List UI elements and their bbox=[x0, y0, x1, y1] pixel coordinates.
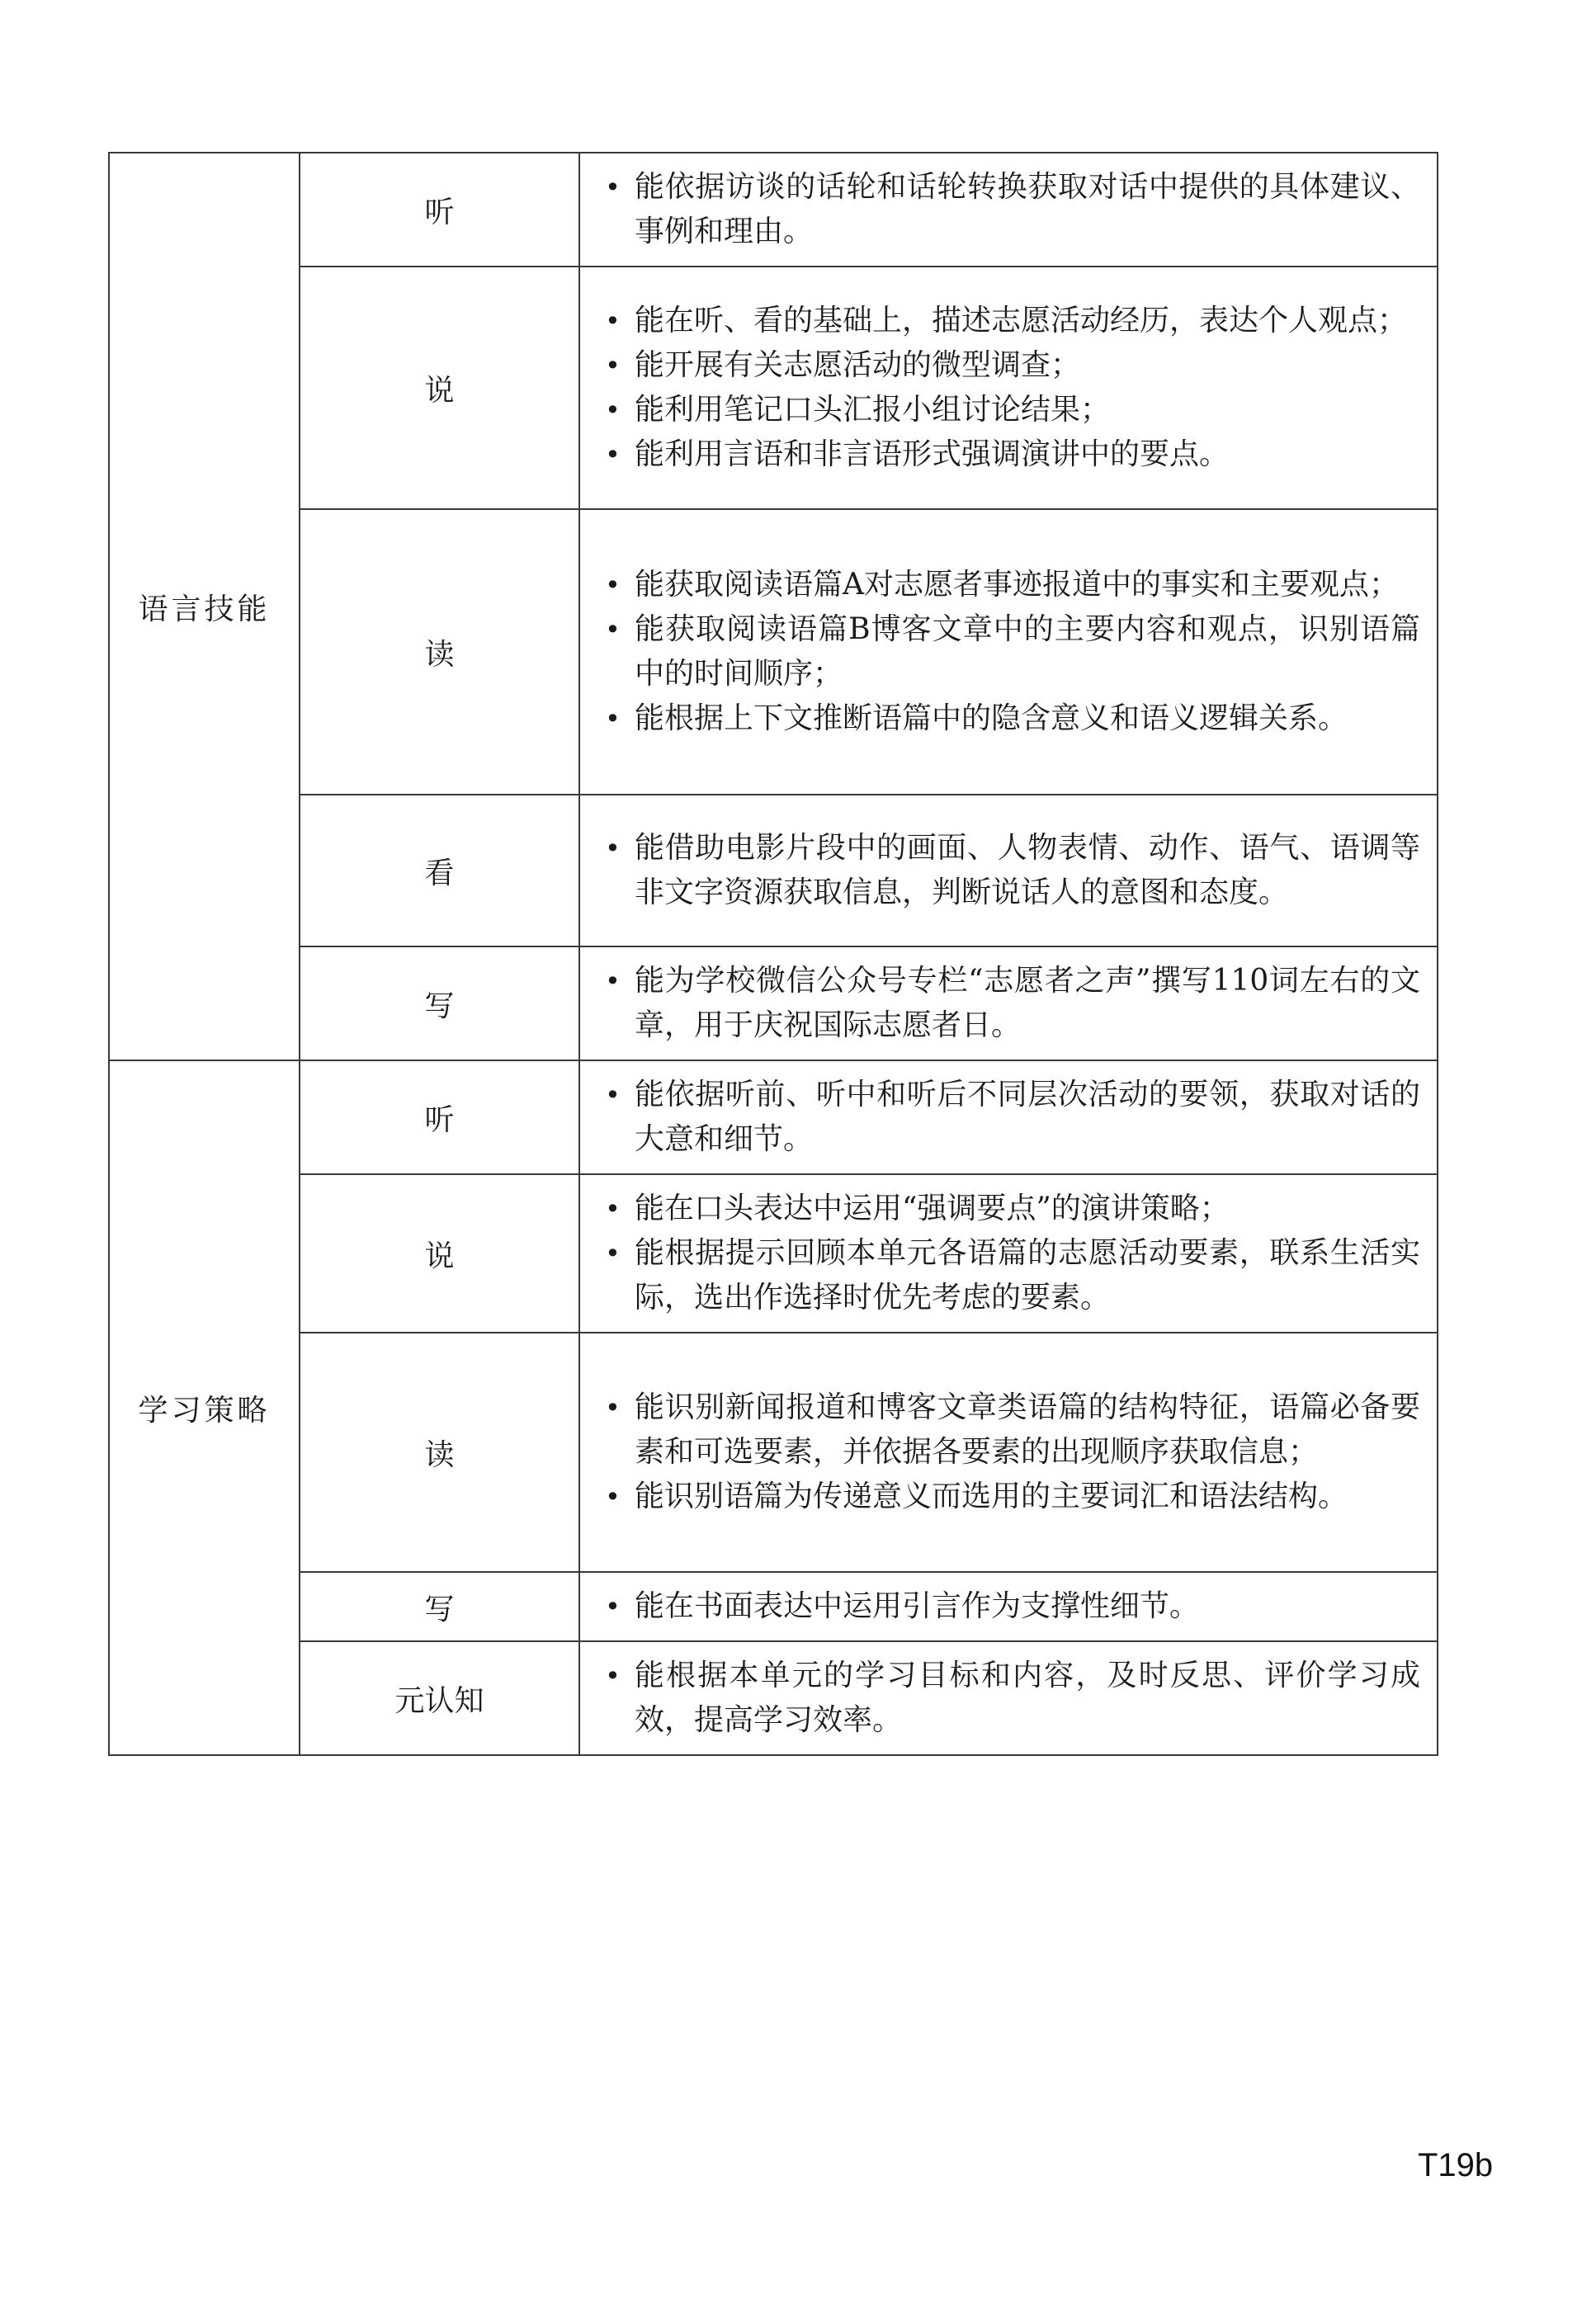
objective-list bbox=[602, 1073, 1420, 1162]
objective-list bbox=[602, 1187, 1420, 1320]
objective-list bbox=[602, 299, 1420, 477]
objective-list bbox=[602, 563, 1420, 741]
objective-item: • 能在听、看的基础上，描述志愿活动经历，表达个人观点； bbox=[602, 299, 1420, 343]
objective-cell bbox=[579, 509, 1438, 795]
objective-item: • 能获取阅读语篇A对志愿者事迹报道中的事实和主要观点； bbox=[602, 563, 1420, 607]
skill-label: 听 bbox=[300, 1060, 579, 1174]
table-row bbox=[109, 1333, 1438, 1572]
page-number: T19b bbox=[1418, 2147, 1494, 2183]
objective-item: • 能为学校微信公众号专栏“志愿者之声”撰写110词左右的文章，用于庆祝国际志愿者日。 bbox=[602, 959, 1420, 1048]
objective-item: • 能在书面表达中运用引言作为支撑性细节。 bbox=[602, 1584, 1420, 1629]
objective-list bbox=[602, 959, 1420, 1048]
skill-label: 读 bbox=[300, 1333, 579, 1572]
objective-list bbox=[602, 1584, 1420, 1629]
table-row bbox=[109, 509, 1438, 795]
objective-item: • 能获取阅读语篇B博客文章中的主要内容和观点，识别语篇中的时间顺序； bbox=[602, 607, 1420, 696]
objective-cell bbox=[579, 795, 1438, 946]
objective-cell bbox=[579, 153, 1438, 267]
objective-item: • 能根据上下文推断语篇中的隐含意义和语义逻辑关系。 bbox=[602, 696, 1420, 741]
objective-cell bbox=[579, 1333, 1438, 1572]
skill-label: 元认知 bbox=[300, 1641, 579, 1755]
objective-item: • 能根据提示回顾本单元各语篇的志愿活动要素，联系生活实际，选出作选择时优先考虑的要素。 bbox=[602, 1231, 1420, 1320]
objective-item: • 能开展有关志愿活动的微型调查； bbox=[602, 343, 1420, 388]
objective-item: • 能依据访谈的话轮和话轮转换获取对话中提供的具体建议、事例和理由。 bbox=[602, 165, 1420, 254]
objective-item: • 能识别新闻报道和博客文章类语篇的结构特征，语篇必备要素和可选要素，并依据各要素的出现顺序获取信息； bbox=[602, 1385, 1420, 1475]
table-row bbox=[109, 267, 1438, 509]
objective-cell bbox=[579, 1174, 1438, 1333]
objective-item: • 能根据本单元的学习目标和内容，及时反思、评价学习成效，提高学习效率。 bbox=[602, 1654, 1420, 1743]
table-row bbox=[109, 1572, 1438, 1641]
objective-cell bbox=[579, 946, 1438, 1060]
objective-list bbox=[602, 1385, 1420, 1519]
table-row bbox=[109, 153, 1438, 267]
skill-label: 说 bbox=[300, 1174, 579, 1333]
skill-label: 看 bbox=[300, 795, 579, 946]
table-row bbox=[109, 946, 1438, 1060]
objective-list bbox=[602, 165, 1420, 254]
objective-item: • 能依据听前、听中和听后不同层次活动的要领，获取对话的大意和细节。 bbox=[602, 1073, 1420, 1162]
objective-item: • 能在口头表达中运用“强调要点”的演讲策略； bbox=[602, 1187, 1420, 1231]
objective-cell bbox=[579, 1060, 1438, 1174]
skill-label: 写 bbox=[300, 946, 579, 1060]
skill-label: 听 bbox=[300, 153, 579, 267]
skill-label: 读 bbox=[300, 509, 579, 795]
objective-cell bbox=[579, 1641, 1438, 1755]
skill-label: 说 bbox=[300, 267, 579, 509]
category-label: 语言技能 bbox=[109, 153, 300, 1060]
objective-cell bbox=[579, 1572, 1438, 1641]
table-row bbox=[109, 1641, 1438, 1755]
table-row bbox=[109, 795, 1438, 946]
table-row bbox=[109, 1174, 1438, 1333]
objective-list bbox=[602, 1654, 1420, 1743]
objective-list bbox=[602, 826, 1420, 915]
unit-objectives-table bbox=[108, 152, 1438, 1756]
category-label: 学习策略 bbox=[109, 1060, 300, 1755]
objective-item: • 能利用言语和非言语形式强调演讲中的要点。 bbox=[602, 432, 1420, 477]
skill-label: 写 bbox=[300, 1572, 579, 1641]
objective-item: • 能借助电影片段中的画面、人物表情、动作、语气、语调等非文字资源获取信息，判断说话人的意图和态度。 bbox=[602, 826, 1420, 915]
table-row bbox=[109, 1060, 1438, 1174]
objective-item: • 能利用笔记口头汇报小组讨论结果； bbox=[602, 388, 1420, 432]
objective-cell bbox=[579, 267, 1438, 509]
objective-item: • 能识别语篇为传递意义而选用的主要词汇和语法结构。 bbox=[602, 1475, 1420, 1519]
